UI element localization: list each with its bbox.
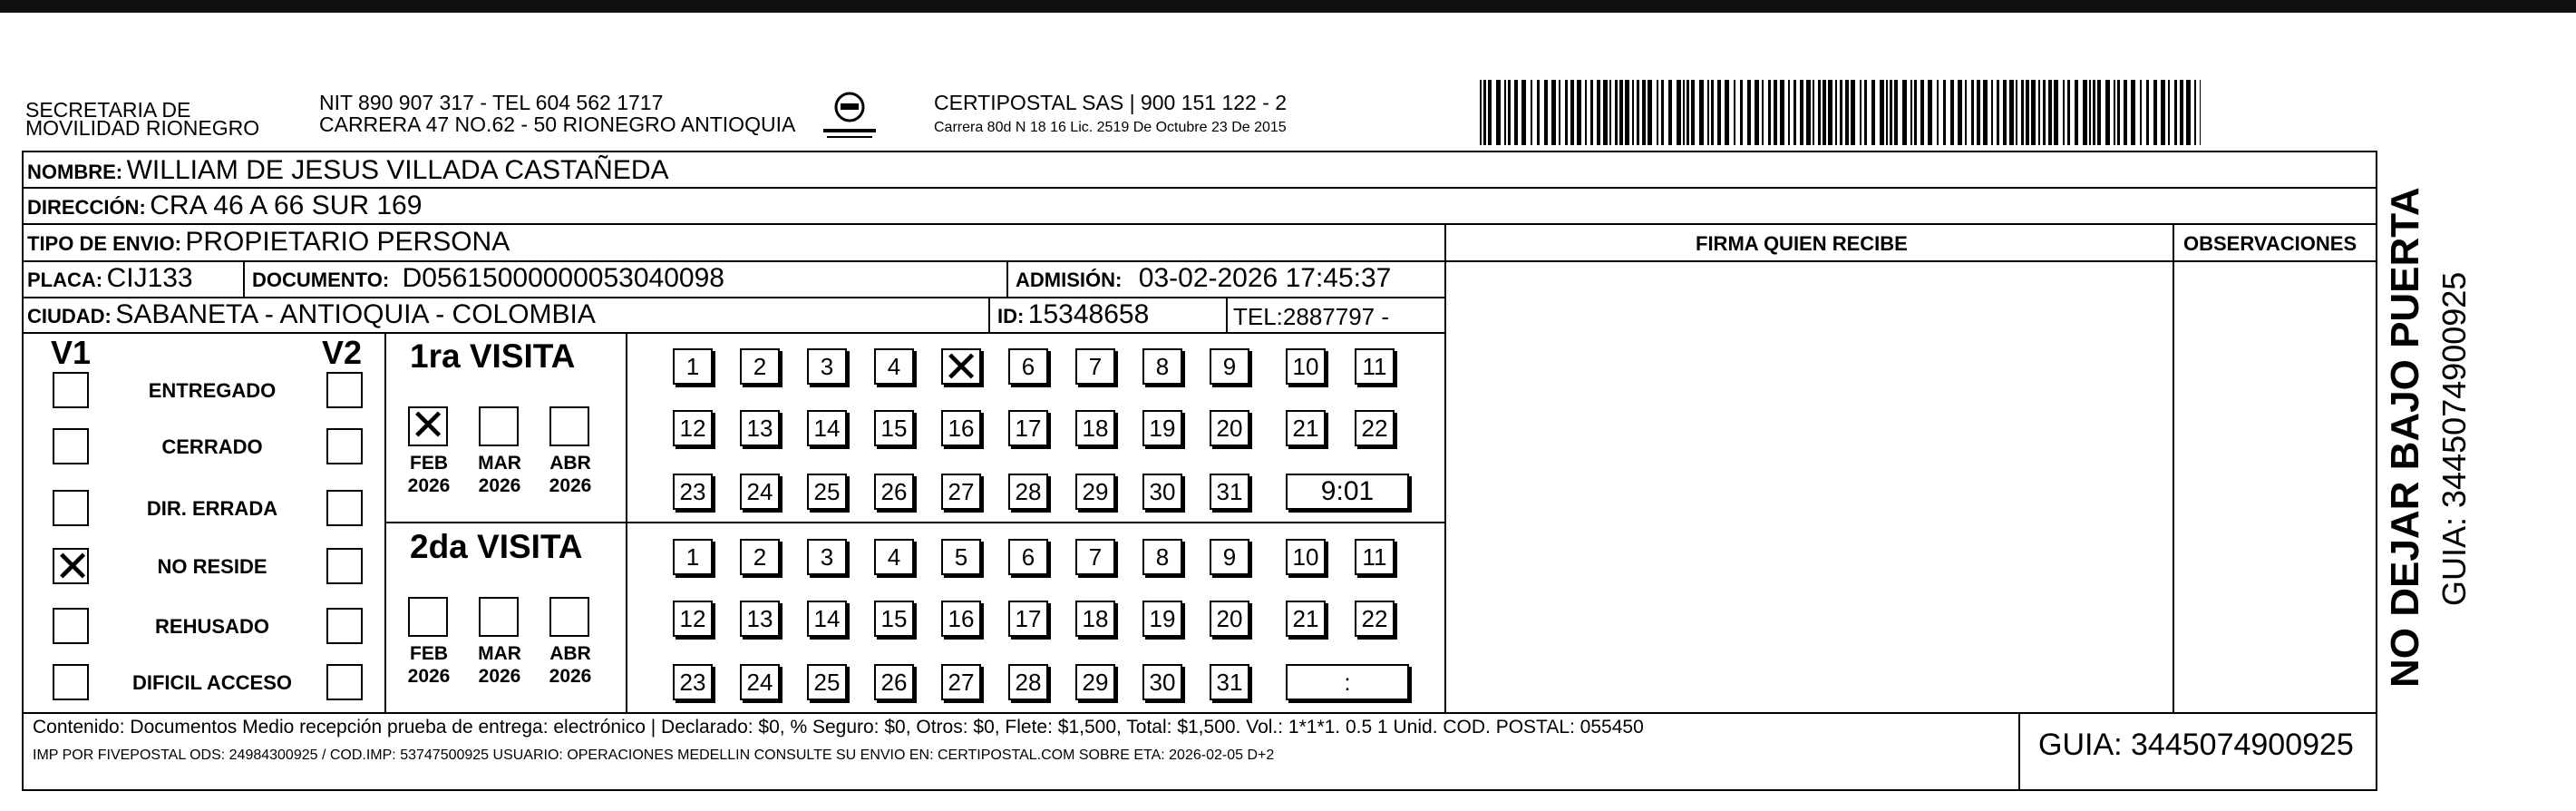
v1-label: V1 [51,334,92,371]
month-year: 2026 [549,666,592,687]
v2-checkbox[interactable] [326,428,363,464]
day-box[interactable]: 24 [740,474,780,510]
day-box[interactable]: 2 [740,539,780,575]
day-box[interactable]: 21 [1286,601,1326,637]
courier-line-1: CERTIPOSTAL SAS | 900 151 122 - 2 [934,91,1288,114]
day-box[interactable]: 8 [1142,348,1182,385]
tipo-row [27,227,510,262]
tel-value: TEL:2887797 - [1233,303,1390,330]
id-row [997,299,1149,335]
month-label [397,642,461,688]
month-label [468,642,531,688]
ciudad-value: SABANETA - ANTIOQUIA - COLOMBIA [115,299,596,329]
day-box[interactable]: 11 [1355,348,1395,385]
month-label [539,642,602,688]
month-name: MAR [478,453,521,474]
observaciones-header: OBSERVACIONES [2183,232,2357,255]
day-box[interactable]: 3 [807,539,847,575]
v1-checkbox[interactable] [53,428,89,464]
checked-mark-icon: ✕ [54,543,92,591]
checked-mark-icon: ✕ [410,402,447,450]
id-label: ID: [997,305,1025,327]
day-box[interactable]: 2 [740,348,780,385]
day-box[interactable] [941,344,981,392]
day-box[interactable]: 17 [1008,601,1048,637]
admision-label: ADMISIÓN: [1016,269,1123,291]
day-box[interactable]: 7 [1075,348,1115,385]
nombre-row [27,155,669,191]
month-name: ABR [549,643,591,664]
day-box[interactable]: 10 [1286,348,1326,385]
nombre-label: NOMBRE: [27,161,123,183]
status-option-label: REHUSADO [155,615,269,638]
ciudad-label: CIUDAD: [27,305,112,327]
day-box[interactable]: 22 [1355,601,1395,637]
status-option-label: NO RESIDE [157,555,267,578]
direccion-row [27,191,422,226]
day-box[interactable]: 6 [1008,348,1048,385]
documento-label: DOCUMENTO: [252,269,390,291]
month-year: 2026 [407,666,451,687]
documento-value: D05615000000053040098 [402,263,724,293]
day-box[interactable]: 23 [673,474,713,510]
month-name: FEB [410,643,448,664]
top-edge-band [0,0,2576,13]
day-box[interactable]: 26 [874,474,914,510]
day-box[interactable]: 31 [1210,664,1249,700]
day-box[interactable]: 11 [1355,539,1395,575]
day-box[interactable]: 27 [941,474,981,510]
day-box[interactable]: 20 [1210,410,1249,446]
warning-vertical: NO DEJAR BAJO PUERTA [2383,187,2427,688]
guia-footer: GUIA: 3445074900925 [2038,728,2354,762]
time-box[interactable]: 9:01 [1286,474,1409,510]
footer-content-line: Contenido: Documentos Medio recepción prueba de entrega: electrónico | Declarado: $0, % Seguro: $0, Otros: $0, Flete: $1,500, Total: $1,500. Vol.: 1*1*1. 0.5 1 Unid. COD. POSTAL: 055450 [33,717,1644,738]
day-box[interactable]: 28 [1008,664,1048,700]
day-box[interactable]: 24 [740,664,780,700]
day-box[interactable]: 7 [1075,539,1115,575]
status-option-label: CERRADO [161,435,263,458]
placa-value: CIJ133 [106,263,193,293]
month-checkbox[interactable] [549,597,589,637]
placa-label: PLACA: [27,269,103,291]
direccion-label: DIRECCIÓN: [27,196,146,219]
v1-checkbox[interactable] [53,608,89,644]
v2-checkbox[interactable] [326,490,363,526]
day-box[interactable]: 15 [874,601,914,637]
documento-row [252,263,724,298]
day-box[interactable]: 1 [673,348,713,385]
v1-checkbox[interactable] [53,664,89,700]
admision-value: 03-02-2026 17:45:37 [1138,263,1392,293]
month-year: 2026 [407,475,451,496]
day-box[interactable]: 5 [941,539,981,575]
month-label [539,452,602,497]
v1-checkbox[interactable] [53,372,89,408]
v2-checkbox[interactable] [326,608,363,644]
month-checkbox[interactable] [408,402,448,450]
day-box[interactable]: 29 [1075,664,1115,700]
day-box[interactable]: 19 [1142,410,1182,446]
day-box[interactable]: 12 [673,601,713,637]
day-box[interactable]: 19 [1142,601,1182,637]
day-box[interactable]: 31 [1210,474,1249,510]
month-checkbox[interactable] [408,597,448,637]
day-box[interactable]: 16 [941,601,981,637]
day-box[interactable]: 9 [1210,539,1249,575]
day-box[interactable]: 20 [1210,601,1249,637]
month-checkbox[interactable] [549,406,589,446]
org-line-1: SECRETARIA DE [25,98,191,122]
v2-checkbox[interactable] [326,664,363,700]
guia-vertical: GUIA: 3445074900925 [2435,271,2473,606]
footer-imp-line: IMP POR FIVEPOSTAL ODS: 24984300925 / COD.IMP: 53747500925 USUARIO: OPERACIONES MEDELLIN CONSULTE SU ENVIO EN: CERTIPOSTAL.COM SOBRE ETA: 2026-02-05 D+2 [33,747,1275,763]
day-box[interactable]: 15 [874,410,914,446]
id-value: 15348658 [1027,299,1150,329]
status-option-label: ENTREGADO [148,379,277,402]
day-box[interactable]: 3 [807,348,847,385]
day-box[interactable]: 18 [1075,410,1115,446]
day-box[interactable]: 13 [740,410,780,446]
day-box[interactable]: 29 [1075,474,1115,510]
day-box[interactable]: 30 [1142,474,1182,510]
second-visit-title: 2da VISITA [410,528,583,565]
month-name: MAR [478,643,521,664]
day-box[interactable]: 12 [673,410,713,446]
day-box[interactable]: 6 [1008,539,1048,575]
v2-label: V2 [322,334,363,371]
day-box[interactable]: 4 [874,539,914,575]
barcode [1480,80,2201,145]
day-box[interactable]: 30 [1142,664,1182,700]
nit-line-2: CARRERA 47 NO.62 - 50 RIONEGRO ANTIOQUIA [319,112,796,136]
day-box[interactable]: 27 [941,664,981,700]
day-box[interactable]: 18 [1075,601,1115,637]
month-year: 2026 [478,666,521,687]
status-option-label: DIR. ERRADA [146,497,278,520]
day-box[interactable]: 13 [740,601,780,637]
direccion-value: CRA 46 A 66 SUR 169 [150,191,423,220]
tipo-label: TIPO DE ENVIO: [27,232,181,255]
day-box[interactable]: 10 [1286,539,1326,575]
checked-mark-icon: ✕ [943,344,980,392]
time-box[interactable]: : [1286,664,1409,700]
org-line-2: MOVILIDAD RIONEGRO [25,116,260,140]
day-box[interactable]: 23 [673,664,713,700]
day-box[interactable]: 21 [1286,410,1326,446]
day-box[interactable]: 25 [807,664,847,700]
firma-header: FIRMA QUIEN RECIBE [1696,232,1908,255]
nombre-value: WILLIAM DE JESUS VILLADA CASTAÑEDA [126,155,669,185]
month-name: ABR [549,453,591,474]
admision-row [1016,263,1391,298]
month-year: 2026 [478,475,521,496]
day-box[interactable]: 22 [1355,410,1395,446]
month-label [468,452,531,497]
first-visit-title: 1ra VISITA [410,337,576,375]
placa-row [27,263,193,298]
tipo-value: PROPIETARIO PERSONA [185,227,510,257]
month-checkbox[interactable] [479,406,519,446]
nit-line-1: NIT 890 907 317 - TEL 604 562 1717 [319,91,664,114]
v2-checkbox[interactable] [326,548,363,584]
certipostal-logo [816,87,883,143]
day-box[interactable]: 9 [1210,348,1249,385]
day-box[interactable]: 17 [1008,410,1048,446]
day-box[interactable]: 4 [874,348,914,385]
day-box[interactable]: 28 [1008,474,1048,510]
courier-line-2: Carrera 80d N 18 16 Lic. 2519 De Octubre 23 De 2015 [934,120,1287,135]
day-box[interactable]: 1 [673,539,713,575]
month-year: 2026 [549,475,592,496]
status-option-label: DIFICIL ACCESO [131,671,292,694]
month-label [397,452,461,497]
v2-checkbox[interactable] [326,372,363,408]
day-box[interactable]: 16 [941,410,981,446]
day-box[interactable]: 26 [874,664,914,700]
v1-checkbox[interactable] [53,543,92,591]
day-box[interactable]: 14 [807,410,847,446]
ciudad-row [27,299,596,335]
day-box[interactable]: 8 [1142,539,1182,575]
v1-checkbox[interactable] [53,490,89,526]
month-checkbox[interactable] [479,597,519,637]
month-name: FEB [410,453,448,474]
day-box[interactable]: 25 [807,474,847,510]
day-box[interactable]: 14 [807,601,847,637]
